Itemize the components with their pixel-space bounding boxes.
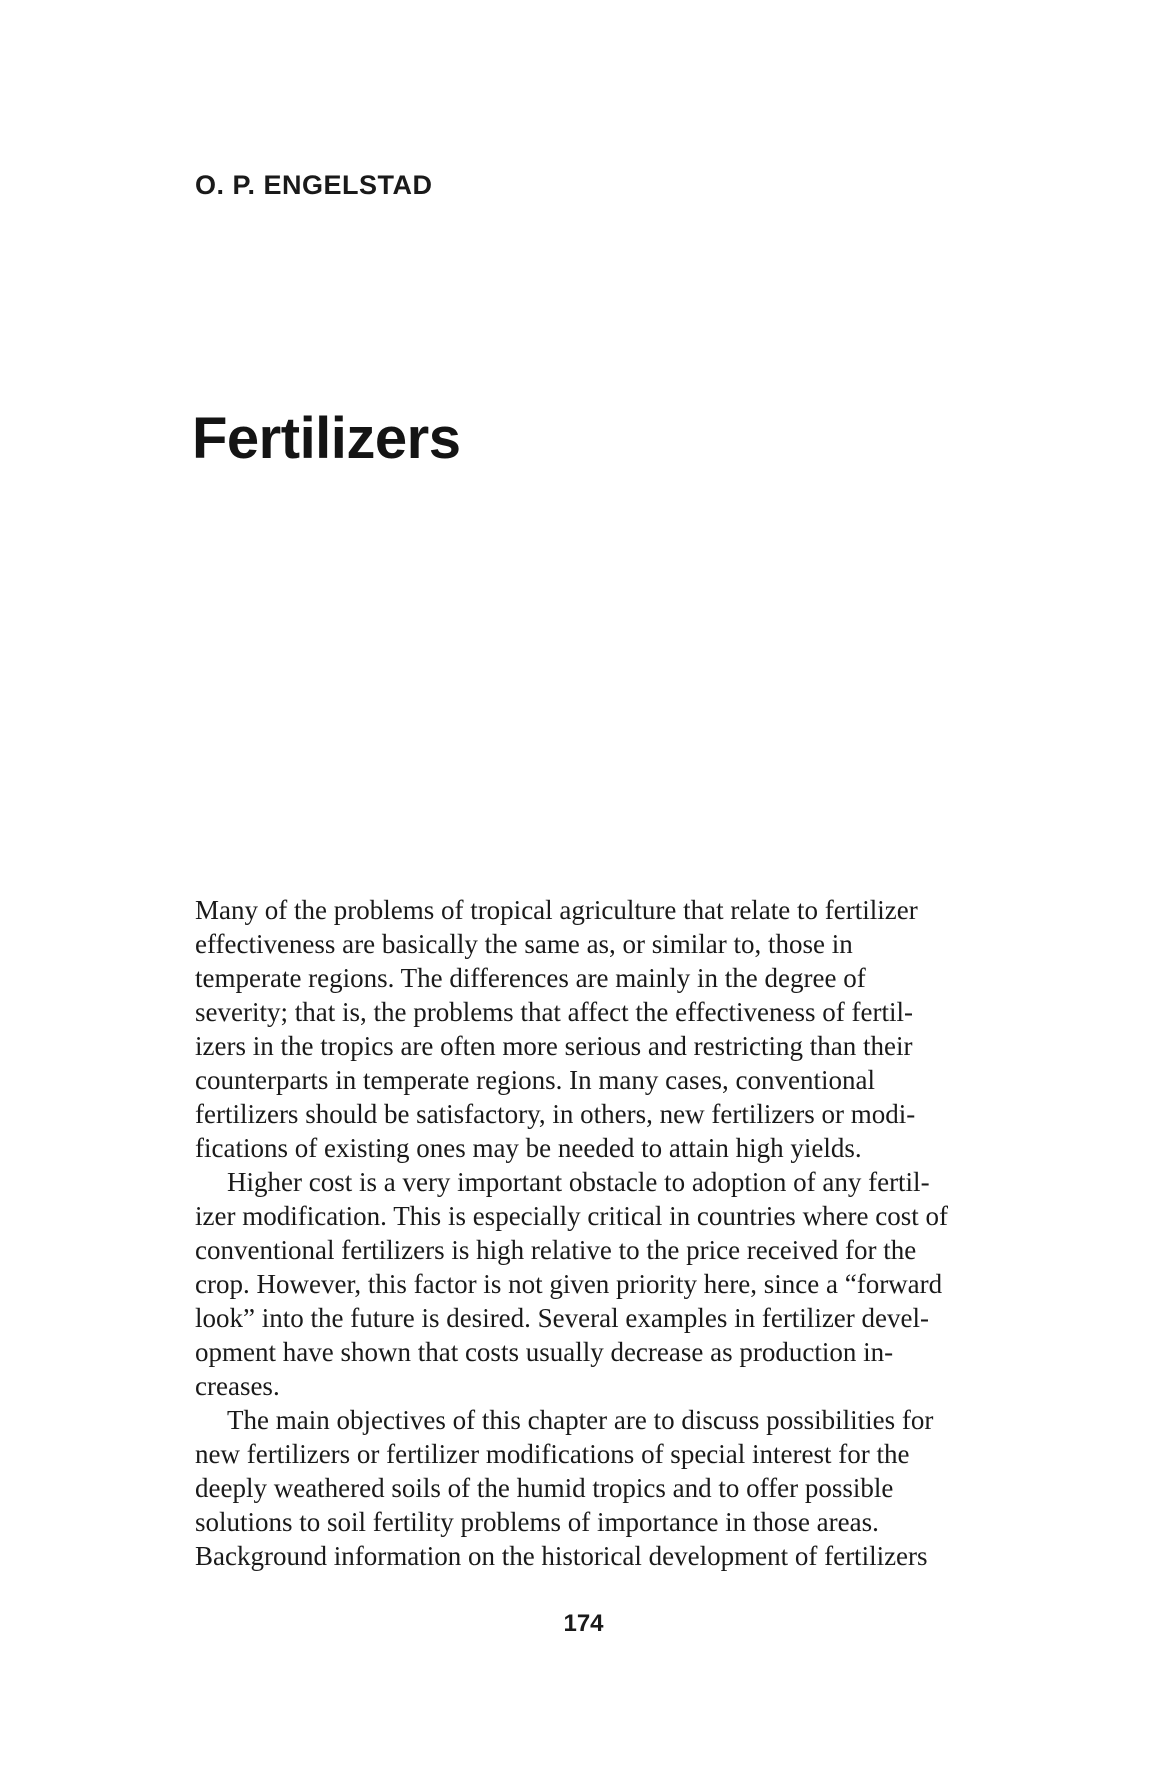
author-name: O. P. ENGELSTAD — [195, 170, 433, 200]
text-line: fertilizers should be satisfactory, in others, new fertilizers or modi- — [195, 1099, 916, 1129]
text-line: fications of existing ones may be needed to attain high yields. — [195, 1133, 862, 1163]
text-line: opment have shown that costs usually decrease as production in- — [195, 1337, 894, 1367]
text-line: izer modification. This is especially critical in countries where cost of — [195, 1201, 949, 1231]
text-line: effectiveness are basically the same as, or similar to, those in — [195, 929, 853, 959]
body-text — [195, 893, 1055, 1573]
text-line: creases. — [195, 1371, 280, 1401]
text-line: izers in the tropics are often more serious and restricting than their — [195, 1031, 913, 1061]
text-line: severity; that is, the problems that affect the effectiveness of fertil- — [195, 997, 913, 1027]
text-line: conventional fertilizers is high relative to the price received for the — [195, 1235, 917, 1265]
text-line: solutions to soil fertility problems of importance in those areas. — [195, 1507, 879, 1537]
text-line: new fertilizers or fertilizer modifications of special interest for the — [195, 1439, 910, 1469]
page-number: 174 — [563, 1610, 604, 1637]
text-line: counterparts in temperate regions. In many cases, conventional — [195, 1065, 876, 1095]
text-line: Many of the problems of tropical agriculture that relate to fertilizer — [195, 895, 918, 925]
chapter-title: Fertilizers — [192, 406, 461, 471]
text-line: temperate regions. The differences are mainly in the degree of — [195, 963, 866, 993]
text-line: crop. However, this factor is not given priority here, since a “forward — [195, 1269, 943, 1299]
text-line: deeply weathered soils of the humid tropics and to offer possible — [195, 1473, 894, 1503]
text-line: Higher cost is a very important obstacle to adoption of any fertil- — [227, 1167, 930, 1197]
text-line: The main objectives of this chapter are to discuss possibilities for — [227, 1405, 934, 1435]
text-line: Background information on the historical development of fertilizers — [195, 1541, 928, 1571]
text-line: look” into the future is desired. Several examples in fertilizer devel- — [195, 1303, 929, 1333]
